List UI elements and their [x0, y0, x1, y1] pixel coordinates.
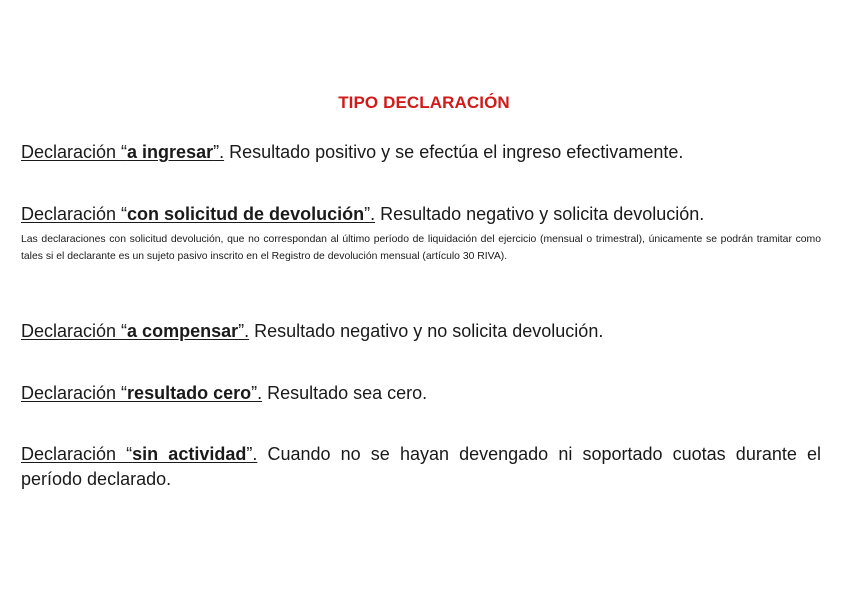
declaration-label — [21, 204, 375, 224]
declaration-description: Resultado negativo y solicita devolución. — [375, 204, 705, 224]
declaration-description: Resultado positivo y se efectúa el ingreso efectivamente. — [224, 142, 684, 162]
declaration-suffix: ”. — [251, 383, 263, 403]
declaration-suffix: ”. — [238, 321, 250, 341]
declaration-keyword: resultado cero — [127, 383, 252, 403]
declaration-label — [21, 383, 262, 403]
declaration-item-a-ingresar — [21, 140, 821, 165]
declaration-keyword: con solicitud de devolución — [127, 204, 365, 224]
declaration-label — [21, 444, 257, 464]
declaration-prefix: Declaración “ — [21, 142, 128, 162]
declaration-description: Cuando no se hayan devengado ni soportado cuotas durante el período declarado. — [21, 444, 821, 489]
devolucion-note: Las declaraciones con solicitud devolución, que no correspondan al último período de liquidación del ejercicio (mensual o trimestral), únicamente se podrán tramitar como tales si el declarante es un sujeto pasivo inscrito en el Registro de devolución mensual (artículo 30 RIVA). — [21, 234, 821, 262]
declaration-prefix: Declaración “ — [21, 204, 128, 224]
declaration-suffix: ”. — [246, 444, 258, 464]
declaration-label — [21, 142, 224, 162]
declaration-keyword: a compensar — [127, 321, 239, 341]
declaration-prefix: Declaración “ — [21, 383, 128, 403]
declaration-prefix: Declaración “ — [21, 321, 128, 341]
declaration-keyword: a ingresar — [127, 142, 214, 162]
declaration-description: Resultado negativo y no solicita devolución. — [249, 321, 604, 341]
declaration-suffix: ”. — [213, 142, 225, 162]
declaration-label — [21, 321, 249, 341]
declaration-suffix: ”. — [364, 204, 376, 224]
declaration-item-sin-actividad — [21, 442, 821, 492]
declaration-item-con-solicitud-de-devolucion — [21, 202, 821, 227]
declaration-description: Resultado sea cero. — [262, 383, 428, 403]
declaration-item-resultado-cero — [21, 381, 821, 406]
declaration-keyword: sin actividad — [132, 444, 247, 464]
declaration-prefix: Declaración “ — [21, 444, 133, 464]
declaration-item-a-compensar — [21, 319, 821, 344]
slide-title: TIPO DECLARACIÓN — [338, 93, 510, 112]
